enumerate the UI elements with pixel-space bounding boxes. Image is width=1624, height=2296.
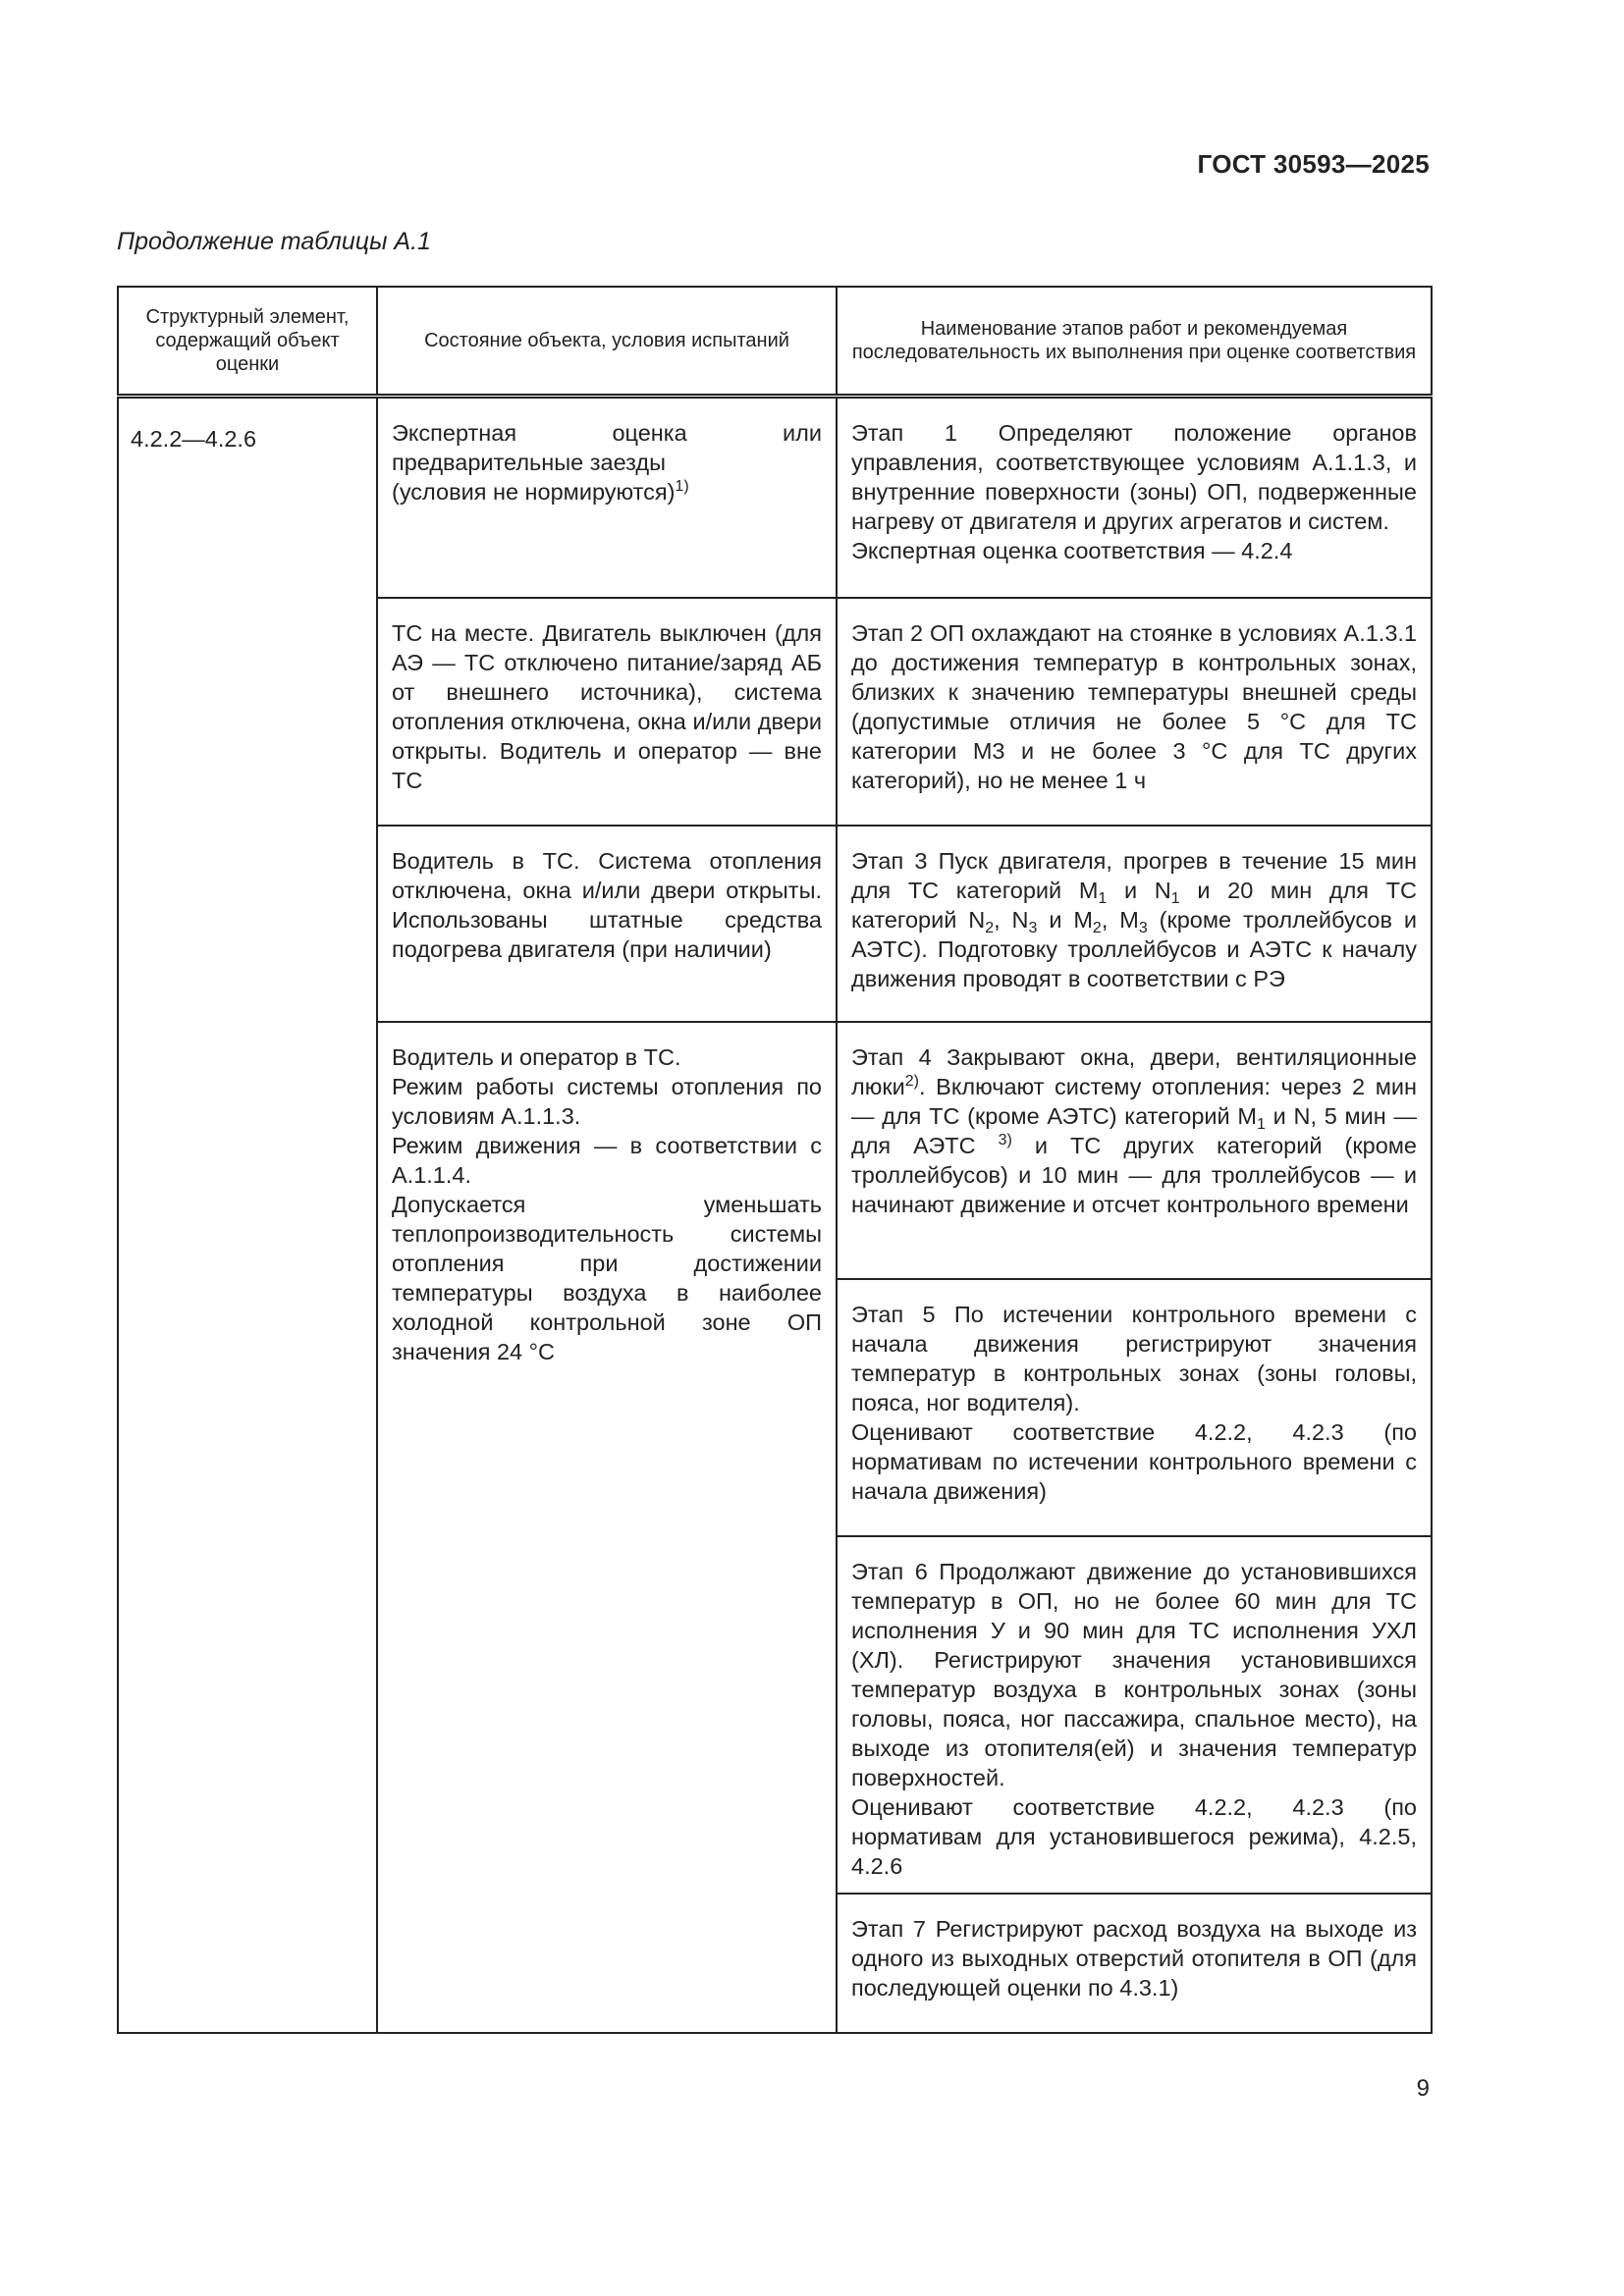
stage-cell-2: Этап 2 ОП охлаждают на стоянке в условиях А.1.3.1 до достижения температур в контрольных зонах, близких к значению температуры внешней среды (допустимые отличия не более 5 °С для ТС категории М3 и не более 3 °С для ТС других категорий), но не менее 1 ч — [837, 598, 1432, 826]
condition-line: Режим движения — в соответствии с А.1.1.4. — [392, 1132, 822, 1188]
table-header-row — [118, 287, 1432, 397]
stage-text: Оценивают соответствие 4.2.2, 4.2.3 (по нормативам по истечении контрольного времени с начала движения) — [851, 1418, 1417, 1504]
assessment-table — [117, 286, 1433, 2034]
page-number: 9 — [1416, 2075, 1430, 2102]
footnote-ref: 1) — [675, 478, 689, 495]
stage-text: Экспертная оценка соответствия — 4.2.4 — [851, 538, 1293, 563]
condition-text: Экспертная оценка или предварительные заезды — [392, 420, 822, 475]
condition-cell-1 — [377, 397, 837, 598]
structural-element-cell — [118, 397, 377, 2033]
table-continuation-caption: Продолжение таблицы А.1 — [117, 228, 431, 255]
header-structural-element: Структурный элемент, содержащий объект оценки — [118, 287, 377, 397]
condition-line: Режим работы системы отопления по условиям А.1.1.3. — [392, 1073, 822, 1129]
header-object-state: Состояние объекта, условия испытаний — [377, 287, 837, 397]
stage-text: Оценивают соответствие 4.2.2, 4.2.3 (по нормативам для установившегося режима), 4.2.5, 4.2.6 — [851, 1793, 1417, 1879]
footnote-ref: 3) — [998, 1131, 1012, 1148]
condition-line: Допускается уменьшать теплопроизводительность системы отопления при достижении температуры воздуха в наиболее холодной контрольной зоне ОП значения 24 °С — [392, 1191, 822, 1364]
stage-text: Этап 6 Продолжают движение до установившихся температур в ОП, но не более 60 мин для ТС исполнения У и 90 мин для ТС исполнения УХЛ (ХЛ). Регистрируют значения установившихся температур воздуха в контрольных зонах (зоны головы, пояса, ног пассажира, спальное место), на выходе из отопителя(ей) и значения температур поверхностей. — [851, 1558, 1417, 1790]
footnote-ref: 2) — [904, 1072, 919, 1090]
condition-text: (условия не нормируются) — [392, 479, 676, 505]
stage-text: Этап 5 По истечении контрольного времени с начала движения регистрируют значения температур в контрольных зонах (зоны головы, пояса, ног водителя). — [851, 1301, 1417, 1415]
stage-cell-6 — [837, 1536, 1432, 1894]
stage-cell-7: Этап 7 Регистрируют расход воздуха на выходе из одного из выходных отверстий отопителя в ОП (для последующей оценки по 4.3.1) — [837, 1894, 1432, 2033]
condition-line: Водитель и оператор в ТС. — [392, 1043, 681, 1070]
structural-element-ref: 4.2.2—4.2.6 — [131, 426, 257, 452]
table-row — [118, 397, 1432, 598]
condition-cell-4 — [377, 1022, 837, 2033]
stage-text: Этап 1 Определяют положение органов управления, соответствующее условиям А.1.1.3, и внутренние поверхности (зоны) ОП, подверженные нагреву от двигателя и других агрегатов и систем. — [851, 420, 1417, 534]
document-code: ГОСТ 30593—2025 — [1197, 149, 1430, 179]
stage-cell-3: Этап 3 Пуск двигателя, прогрев в течение 15 мин для ТС категорий $М_1$ и $N_1$ и 20 мин для ТС категорий $N_2$, $N_3$ и $М_2$, $М_3$ (кроме троллейбусов и АЭТС). Подготовку троллейбусов и АЭТС к началу движения проводят в соответствии с РЭ — [837, 826, 1432, 1022]
condition-cell-2: ТС на месте. Двигатель выключен (для АЭ — ТС отключено питание/заряд АБ от внешнего источника), система отопления отключена, окна и/или двери открыты. Водитель и оператор — вне ТС — [377, 598, 837, 826]
header-work-stages: Наименование этапов работ и рекомендуемая последовательность их выполнения при оценке соответствия — [837, 287, 1432, 397]
stage-cell-5 — [837, 1279, 1432, 1536]
stage-cell-1 — [837, 397, 1432, 598]
condition-cell-3: Водитель в ТС. Система отопления отключена, окна и/или двери открыты. Использованы штатные средства подогрева двигателя (при наличии) — [377, 826, 837, 1022]
stage-cell-4: Этап 4 Закрывают окна, двери, вентиляционные люки$^{2)}$. Включают систему отопления: через 2 мин — для ТС (кроме АЭТС) категорий $М_1$ и N, 5 мин — для АЭТС $^{3)}$ и ТС других категорий (кроме троллейбусов) и 10 мин — для троллейбусов — и начинают движение и отсчет контрольного времени — [837, 1022, 1432, 1279]
